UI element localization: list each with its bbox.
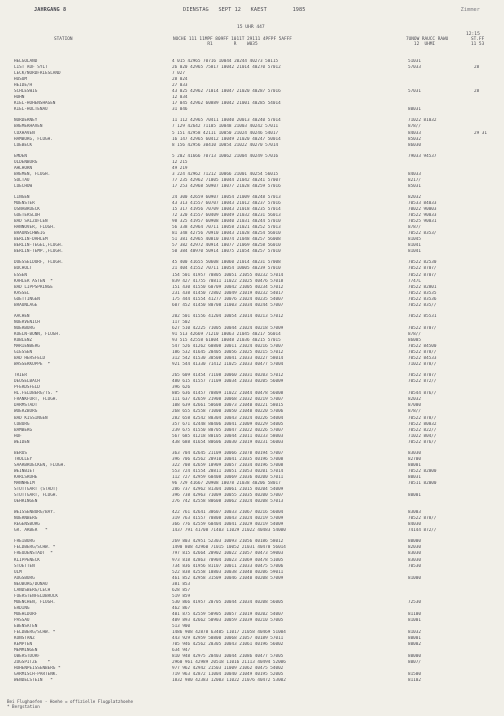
station-name: TRIER xyxy=(14,373,27,379)
station-readings: 461 852 42958 31509 10046 21040 40208 57009 xyxy=(172,575,284,581)
station-readings: 49 219 xyxy=(172,165,188,171)
column-trains: NOCHE 111 11MPF 809FF 1011T 29111 4PFPF 5AFFF R1 R W035 xyxy=(173,37,292,48)
station-name: KLIPPENECK xyxy=(14,557,40,563)
station-readings: 16 147 42965 60412 10049 21020 40247 50014 xyxy=(172,136,281,142)
station-readings: 443 929 42959 50800 10068 21057 40189 57011 xyxy=(172,636,284,642)
station-readings: 719 963 42872 11004 10040 21049 40195 52005 xyxy=(172,672,284,678)
station-name: KEMPTEN xyxy=(14,642,33,648)
station-name: EMDEN xyxy=(14,153,27,159)
station-name: FREUDENSTADT * xyxy=(14,551,53,557)
station-readings: 401 875 42559 50905 10057 21019 40202 54007 xyxy=(172,611,284,617)
arrival-code: 84030 xyxy=(408,522,421,528)
station-readings: 4 015 42965 70716 10044 20244 40273 50115 xyxy=(172,59,279,64)
station-readings: 513 900 xyxy=(172,624,191,630)
station-readings: 239 675 41550 80705 10047 21022 40226 57007 xyxy=(172,427,284,433)
arrival-code: 83030 xyxy=(408,450,421,456)
station-name: GIESSEN xyxy=(14,350,33,356)
station-readings: 627 510 42225 71005 10044 21024 40218 57009 xyxy=(172,325,284,331)
arrival-code: 81102 xyxy=(408,678,421,684)
arrival-code: 80000 xyxy=(408,654,421,660)
station-name: GARMISCH-PARTENK. xyxy=(14,672,58,678)
arrival-code: 7747L xyxy=(408,278,421,284)
station-name: SAARBRUECKEN, FLUGH. xyxy=(14,462,66,468)
station-name: LUECHOW xyxy=(14,183,33,189)
station-readings: 154 501 41957 70805 10051 21055 40232 57014 xyxy=(172,272,284,278)
arrival-code: 79033 94537 xyxy=(408,153,437,159)
table-row xyxy=(14,107,494,113)
arrival-code: 57031 xyxy=(408,89,421,95)
station-name: HL.FELDBERG/TS. * xyxy=(14,391,58,397)
arrival-code: 878// xyxy=(408,409,421,415)
station-name: STUTTGART (STADT) xyxy=(14,487,58,493)
station-name: LUEBECK xyxy=(14,142,33,148)
station-readings: 973 818 42863 70904 10023 21069 40478 51005 xyxy=(172,557,284,563)
station-readings: 839 427 41755 70811 11022 21025 40476 57018 xyxy=(172,278,284,284)
arrival-code: 72530 xyxy=(408,599,421,605)
station-name: MUENSTER xyxy=(14,200,35,206)
station-name: KOELN-BONN, FLUGH. xyxy=(14,331,61,337)
station-name: NUERBURG xyxy=(14,325,35,331)
station-readings: 269 803 42951 52303 10093 21056 40186 58012 xyxy=(172,539,284,545)
station-name: AUGSBURG xyxy=(14,575,35,581)
arrival-code: 8217/ xyxy=(408,177,421,183)
station-name: KONSTANZ xyxy=(14,636,35,642)
departure-time: 15 UHR 447 xyxy=(237,25,265,30)
station-name: OSNABRUECK xyxy=(14,207,40,213)
station-readings: 607 452 41450 80708 11003 21034 40244 57007 xyxy=(172,302,284,308)
station-name: LINGEN xyxy=(14,194,30,200)
arrival-code: 70522 878// xyxy=(408,516,437,522)
station-readings: 396 626 xyxy=(172,385,191,391)
station-name: WEISSENBURG/BAY. xyxy=(14,510,56,516)
station-readings: 805 636 41457 70809 11022 21044 40478 56008 xyxy=(172,391,284,397)
arrival-code: 86005 xyxy=(408,337,421,343)
arrival-code: 70022 90003 xyxy=(408,207,437,213)
station-name: WEINBIET xyxy=(14,468,35,474)
arrival-code: 70533 84033 xyxy=(408,200,437,206)
station-name: BERLIN-DAHLEM xyxy=(14,237,48,243)
station-readings: 117 502 xyxy=(172,319,191,325)
station-readings: 108 639 42661 50608 10073 21040 40221 58015 xyxy=(172,403,284,409)
arrival-code: 57033 xyxy=(408,65,421,71)
station-readings: 98 325 41957 60908 10040 21031 40244 57010 xyxy=(172,219,281,225)
station-readings: 43 313 41557 60707 10043 21012 40237 57016 xyxy=(172,200,281,206)
station-readings: 24 300 42659 60907 10054 21009 40248 57013 xyxy=(172,194,281,200)
station-name: FELDBERG/SCHW. * xyxy=(14,630,56,636)
station-name: DUESSELDORF, FLUGH. xyxy=(14,260,64,266)
header-right-time: 12:15 xyxy=(466,32,480,37)
station-readings: 2960 961 42989 20518 11016 21113 40494 52006 xyxy=(172,660,286,666)
station-readings: 111 637 42659 21908 10068 21032 40219 57007 xyxy=(172,397,284,403)
station-name: MUEHLDORF xyxy=(14,611,38,617)
station-readings: 202 501 41556 41204 10054 21014 40213 57012 xyxy=(172,313,284,319)
arrival-code: 80002 xyxy=(408,642,421,648)
station-name: BRAUNLAGE xyxy=(14,302,38,308)
station-readings: 28 024 xyxy=(172,77,188,83)
station-readings: 462 867 xyxy=(172,605,191,611)
station-name: WUERZBURG xyxy=(14,409,38,415)
arrival-code: 82030 xyxy=(408,545,421,551)
arrival-code: 70522 822// xyxy=(408,427,437,433)
station-name: LECK/NORDFRIESLAND xyxy=(14,71,61,77)
arrival-code: 84033 xyxy=(408,130,421,136)
station-name: STOETTEN xyxy=(14,563,35,569)
station-readings: 567 685 41218 80105 10044 21011 40233 58003 xyxy=(172,433,284,439)
station-readings: 3 224 42962 71212 10066 21001 40254 56015 xyxy=(172,171,279,177)
station-name: FREIBURG xyxy=(14,539,35,545)
station-name: FUERSTENFELDBRUCK xyxy=(14,593,58,599)
station-readings: 21 404 41552 70711 10054 10005 40239 57010 xyxy=(172,266,281,272)
station-name: LANDSBERG/LECH xyxy=(14,587,51,593)
arrival-code: 70522 83536 xyxy=(408,296,437,302)
station-readings: 921 544 41330 71412 11025 21033 40477 57004 xyxy=(172,362,284,368)
footer-note: Bei Flughaefen - Hoehe = offizielle Flugplatzhoehe * Bergstation xyxy=(7,699,134,709)
station-readings: 422 761 42641 30607 10033 21067 40216 56004 xyxy=(172,510,284,516)
table-row xyxy=(14,528,494,534)
station-readings: 12 215 xyxy=(172,159,188,165)
arrival-code: 70522 878// xyxy=(408,350,437,356)
arrival-code: 70530 xyxy=(408,563,421,569)
station-readings: 45 400 41655 50608 10060 21014 40231 57008 xyxy=(172,260,281,266)
station-name: MUENCHEN, FLUGH. xyxy=(14,599,56,605)
station-readings: 396 706 42562 20910 10041 21035 40196 57008 xyxy=(172,456,284,462)
arrival-code: 71022 878// xyxy=(408,362,437,368)
station-name: OBERSTDORF xyxy=(14,654,40,660)
arrival-code: 70522 82801 xyxy=(408,284,437,290)
arrival-code: 70522 8707/ xyxy=(408,325,437,331)
arrival-code: 70522 876// xyxy=(408,439,437,445)
station-name: KIEL-HOHENSHAGEN xyxy=(14,101,56,107)
station-readings: 1490 808 42960 71015 10052 21031 40470 56014 xyxy=(172,545,286,551)
station-readings: 519 859 xyxy=(172,593,191,599)
station-readings: 381 853 xyxy=(172,581,191,587)
station-readings: 186 532 41645 20405 10056 21025 40215 57012 xyxy=(172,350,284,356)
station-readings: 96 729 41667 20908 10078 21038 40206 58017 xyxy=(172,481,281,486)
arrival-code: 70522 80032 xyxy=(408,421,437,427)
station-readings: 1486 908 42878 63405 11017 21058 40469 51004 xyxy=(172,630,286,636)
station-name: BAD LIPPSPRINGE xyxy=(14,284,53,290)
station-readings: 81 348 42756 70910 10043 21028 40254 56010 xyxy=(172,231,281,237)
station-name: MEMMINGEN xyxy=(14,648,38,654)
platform-code: 29 31 xyxy=(474,130,487,136)
arrival-code: 82032 xyxy=(408,397,421,403)
table-row xyxy=(14,303,494,309)
station-readings: 438 688 41654 80606 10030 21019 40231 56003 xyxy=(172,439,284,445)
station-readings: 268 655 42558 71000 10050 21040 40220 57006 xyxy=(172,409,284,415)
station-name: NORDERNEY xyxy=(14,118,38,124)
table-row xyxy=(14,184,494,190)
station-name: GUETERSLOH xyxy=(14,213,40,219)
station-name: SCHLESWIG xyxy=(14,89,38,95)
station-name: BERLIN-TEGEL,FLUGH. xyxy=(14,243,64,249)
table-row xyxy=(14,678,494,684)
station-readings: 151 430 41550 60709 10042 21005 40234 57012 xyxy=(172,284,284,290)
arrival-code: 81500 xyxy=(408,672,421,678)
arrival-code: 70522 85531 xyxy=(408,313,437,319)
arrival-code: 70522 8707/ xyxy=(408,272,437,278)
station-name: SOLTAU xyxy=(14,177,30,183)
header-stamp: Zimmer xyxy=(460,7,480,13)
station-name: KAHLER ASTEN * xyxy=(14,278,53,284)
arrival-code: 80001 xyxy=(408,493,421,499)
station-readings: 43 025 42962 71014 10047 21020 40287 57016 xyxy=(172,89,281,95)
station-name: BREMERHAVEN xyxy=(14,124,43,130)
station-name: HELGOLAND xyxy=(14,59,38,64)
arrival-code: 80031 xyxy=(408,107,421,113)
station-readings: 357 671 42448 80406 10041 21009 40229 54005 xyxy=(172,421,284,427)
station-readings: 547 526 41262 60808 10011 21024 40216 57007 xyxy=(172,344,284,350)
arrival-code: 70522 872// xyxy=(408,379,437,385)
station-name: BAD HERSFELD xyxy=(14,356,46,362)
arrival-code: 82032 xyxy=(408,194,421,200)
station-name: FRANKFURT, FLUGH. xyxy=(14,397,58,403)
page-title: JAHRGANG 8 xyxy=(34,7,67,13)
station-name: ULM xyxy=(14,569,22,575)
arrival-code: 81001 xyxy=(408,617,421,623)
station-name: BAD KISSINGEN xyxy=(14,415,48,421)
station-readings: 17 045 42962 60889 10042 21001 40285 54014 xyxy=(172,101,281,107)
station-name: BAD SALZUFLEN xyxy=(14,219,48,225)
station-readings: 810 948 42975 20403 10044 21086 40477 57005 xyxy=(172,654,284,660)
station-readings: 705 946 42562 20305 10043 21061 40196 56002 xyxy=(172,642,284,648)
arrival-code: 81041 xyxy=(408,243,421,249)
station-name: TROLLEY xyxy=(14,456,33,462)
station-name: COBURG xyxy=(14,421,30,427)
station-readings: 734 836 41956 81107 10011 21033 40475 57006 xyxy=(172,563,284,569)
station-readings: 56 338 42964 70711 10058 21021 40252 57013 xyxy=(172,225,281,231)
station-name: LIST AUF SYLT xyxy=(14,65,48,71)
station-readings: 93 515 42558 61004 10048 21036 40215 57015 xyxy=(172,337,281,343)
station-name: HUSUM xyxy=(14,77,27,83)
table-row xyxy=(14,362,494,368)
arrival-code: 70522 82530 xyxy=(408,260,437,266)
station-readings: 522 838 42558 10803 10038 21040 40206 59011 xyxy=(172,569,284,575)
arrival-code: 70522 835// xyxy=(408,302,437,308)
station-readings: 1437 791 41708 71403 11029 21022 40483 54000 xyxy=(172,528,286,534)
arrival-code: 80031 xyxy=(408,474,421,480)
station-readings: 634 947 xyxy=(172,648,191,654)
table-row xyxy=(14,499,494,505)
station-readings: 26 020 42965 75817 10042 21014 40270 57012 xyxy=(172,65,281,71)
station-name: PFERDSFELD xyxy=(14,385,40,391)
arrival-code: 87000 xyxy=(408,403,421,409)
station-name: MANNHEIM xyxy=(14,481,35,486)
station-name: NOERVENICH xyxy=(14,319,40,325)
station-readings: 797 815 42664 20902 10022 21057 40473 59003 xyxy=(172,551,284,557)
arrival-code: 8007/ xyxy=(408,660,421,666)
station-readings: 11 112 42965 70411 10040 20013 40240 57014 xyxy=(172,118,281,124)
station-name: NEUBURG/DONAU xyxy=(14,581,48,587)
station-name: HOF xyxy=(14,433,22,439)
station-readings: 363 704 42645 21109 10066 21078 40194 57007 xyxy=(172,450,284,456)
station-readings: 282 658 42542 80304 10043 21024 40226 54004 xyxy=(172,415,284,421)
station-readings: 12 034 xyxy=(172,95,188,101)
column-station: STATION xyxy=(54,37,73,42)
station-readings: 5 202 41666 70713 10062 21004 40249 57016 xyxy=(172,153,279,159)
arrival-code: 878// xyxy=(408,124,421,130)
station-readings: 530 866 41957 20705 10044 21034 40208 56005 xyxy=(172,599,284,605)
station-name: WASSERKUPPE * xyxy=(14,362,51,368)
station-readings: 72 320 41557 60409 10049 21032 40231 56013 xyxy=(172,213,281,219)
table-row xyxy=(14,143,494,149)
station-name: HEIDE/H xyxy=(14,83,33,89)
station-name: HOHENPEISSENBERG * xyxy=(14,666,61,672)
arrival-code: 74144 872// xyxy=(408,528,437,534)
station-readings: 396 738 42963 71009 10055 21035 40200 57007 xyxy=(172,493,284,499)
station-readings: 7 027 xyxy=(172,71,185,77)
arrival-code: 82700 xyxy=(408,456,421,462)
station-name: BERUS xyxy=(14,450,27,456)
arrival-code: 80000 xyxy=(408,539,421,545)
station-name: PASSAU xyxy=(14,617,30,623)
platform-code: 28 xyxy=(474,89,480,95)
arrival-code: 70522 8353/ xyxy=(408,231,437,237)
station-name: ZUGSPITZE * xyxy=(14,660,51,666)
station-name: KIEL-HOLTENAU xyxy=(14,107,48,113)
arrival-code: 81100 xyxy=(408,611,421,617)
station-name: DEUSELBACH xyxy=(14,379,40,385)
station-readings: 50 384 40970 50914 10075 21054 40257 57010 xyxy=(172,249,281,255)
station-name: BREMEN, FLUGH. xyxy=(14,171,51,177)
station-readings: 77 235 42962 71005 10044 21042 40241 57007 xyxy=(172,177,281,183)
arrival-code: 83030 xyxy=(408,557,421,563)
arrival-code: 81000 xyxy=(408,575,421,581)
station-readings: 265 609 41454 71108 10060 21031 40203 57012 xyxy=(172,373,284,379)
station-readings: 91 513 42669 71210 10063 21045 40217 56014 xyxy=(172,331,281,337)
station-name: ESSEN xyxy=(14,272,27,278)
arrival-code: 70522 878// xyxy=(408,415,437,421)
arrival-code: 83003 xyxy=(408,510,421,516)
arrival-code: 86030 xyxy=(408,142,421,148)
station-name: STUTTGART, FLUGH. xyxy=(14,493,58,499)
arrival-code: 70522 84500 xyxy=(408,344,437,350)
arrival-code: 70522 82000 xyxy=(408,468,437,474)
station-name: REGENSBURG xyxy=(14,522,40,528)
station-name: FELDBERG/SCHW. * xyxy=(14,545,56,551)
station-name: KUBLENZ xyxy=(14,337,33,343)
station-name: ERDING xyxy=(14,605,30,611)
platform-code: 28 xyxy=(474,65,480,71)
station-readings: 175 444 41554 41277 10076 21024 40235 54007 xyxy=(172,296,284,302)
station-readings: 319 763 41557 70808 10043 21024 40219 57009 xyxy=(172,516,284,522)
arrival-code: 8787/ xyxy=(408,225,421,231)
station-readings: 27 033 xyxy=(172,83,188,89)
station-name: BAMBERG xyxy=(14,427,33,433)
station-name: AACHEN xyxy=(14,313,30,319)
station-readings: 231 438 41450 72802 10049 21019 40232 54017 xyxy=(172,290,284,296)
station-readings: 51 381 42965 40810 10074 21048 40257 56008 xyxy=(172,237,281,243)
arrival-code: 83030 xyxy=(408,551,421,557)
arrival-code: 70544 876// xyxy=(408,391,437,397)
station-readings: 286 737 42962 81304 10061 21015 40204 54009 xyxy=(172,487,284,493)
header-route: DIENSTAG SEPT 12 KAEST 1985 xyxy=(183,7,306,13)
arrival-code: 71022 81032 xyxy=(408,118,437,124)
station-name: BOCHOLT xyxy=(14,266,33,272)
arrival-code: 80001 xyxy=(408,636,421,642)
station-name: NUERNBERG xyxy=(14,516,38,522)
station-readings: 5 151 42958 42111 10050 21024 40246 54017 xyxy=(172,130,279,136)
station-name: HAMBURG, FLUGH. xyxy=(14,136,53,142)
arrival-code: 84033 xyxy=(408,171,421,177)
station-name: HOHN xyxy=(14,95,25,101)
arrival-code: 81032 xyxy=(408,630,421,636)
station-readings: 553 724 41554 20811 10051 21053 40201 57014 xyxy=(172,468,284,474)
arrival-code: 70522 8707/ xyxy=(408,266,437,272)
station-readings: 409 893 42662 50903 10059 21039 40210 57005 xyxy=(172,617,284,623)
station-readings: 17 253 42968 50907 10077 21028 40259 57016 xyxy=(172,183,281,189)
arrival-code: 70522 8707/ xyxy=(408,373,437,379)
arrival-code: 51031 xyxy=(408,59,421,64)
station-name: EBENSATEN xyxy=(14,624,38,630)
station-name: BRAUNSCHWEIG xyxy=(14,231,46,237)
station-name: GR. ARBER * xyxy=(14,528,48,534)
arrival-code: 81041 xyxy=(408,249,421,255)
station-readings: 366 776 42559 60404 10041 21029 40219 54009 xyxy=(172,522,284,528)
arrival-code: 70522 84533 xyxy=(408,356,437,362)
station-name: HANNOVER, FLUGH. xyxy=(14,225,56,231)
station-readings: 15 317 41956 70709 10043 21018 40235 57014 xyxy=(172,207,281,213)
station-readings: 8 156 42956 30410 10054 21022 40270 57014 xyxy=(172,142,279,148)
station-readings: 7 129 42642 71105 10048 21003 40242 57011 xyxy=(172,124,279,130)
station-readings: 312 542 41530 30508 10041 21033 40227 58014 xyxy=(172,356,284,362)
timetable-rows xyxy=(14,59,494,685)
station-readings: 57 382 42972 40914 10077 21069 40258 56010 xyxy=(172,243,281,249)
station-name: CUXHAVEN xyxy=(14,130,35,136)
arrival-code: 70522 83535 xyxy=(408,290,437,296)
station-name: WEIDEN xyxy=(14,439,30,445)
station-readings: 276 742 42558 80608 10062 21024 40208 57013 xyxy=(172,499,284,505)
station-readings: 322 708 42659 10909 10057 21034 40196 57008 xyxy=(172,462,284,468)
station-name: OLDENBURG xyxy=(14,159,38,165)
arrival-code: 85031 xyxy=(408,183,421,189)
column-arrival: 7UNOW RAUCC RAWU 12 UHMI xyxy=(406,37,449,48)
station-name: AHLHORN xyxy=(14,165,33,171)
station-readings: 977 962 42942 21503 11009 21062 40475 54002 xyxy=(172,666,284,672)
station-name: KARLSRUHE xyxy=(14,474,38,480)
station-readings: 480 615 41557 71109 10034 21033 40205 56009 xyxy=(172,379,284,385)
station-readings: 31 046 xyxy=(172,107,188,113)
station-name: WENDELSTEIN * xyxy=(14,678,53,684)
station-readings: 112 727 42959 60408 10069 21036 40200 57011 xyxy=(172,474,284,480)
arrival-code: 71022 804// xyxy=(408,433,437,439)
station-name: DARMSTADT xyxy=(14,403,38,409)
station-name: MARIENBERG xyxy=(14,344,40,350)
arrival-code: 80001 xyxy=(408,462,421,468)
table-row xyxy=(14,440,494,446)
station-name: BERLIN-TEMP.,FLUGH. xyxy=(14,249,64,255)
table-row xyxy=(14,249,494,255)
arrival-code: 70511 82000 xyxy=(408,481,437,486)
station-name: GOETTINGEN xyxy=(14,296,40,302)
arrival-code: 85032 xyxy=(408,136,421,142)
arrival-code: 81045 xyxy=(408,237,421,243)
arrival-code: 70522 90033 xyxy=(408,213,437,219)
arrival-code: 70525 90031 xyxy=(408,219,437,225)
arrival-code: 878// xyxy=(408,331,421,337)
station-name: OEHRINGEN xyxy=(14,499,38,505)
station-readings: 628 857 xyxy=(172,587,191,593)
column-platform: ST.FF 11 53 xyxy=(471,37,485,48)
station-readings: 1832 980 42383 12003 11022 21076 40472 53002 xyxy=(172,678,286,684)
station-name: KASSEL xyxy=(14,290,30,296)
